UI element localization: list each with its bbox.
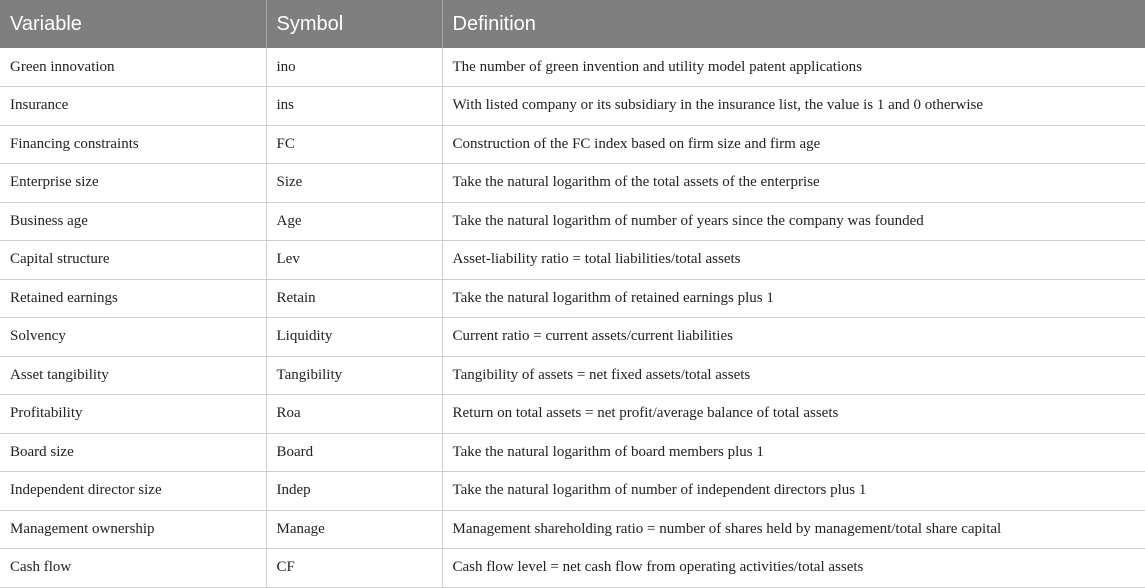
variable-cell: Independent director size: [0, 472, 266, 511]
symbol-cell: Size: [266, 164, 442, 203]
table-body: [0, 48, 1145, 587]
definition-cell: Current ratio = current assets/current liabilities: [442, 318, 1145, 357]
header-row: [0, 0, 1145, 48]
definition-cell: The number of green invention and utility model patent applications: [442, 48, 1145, 87]
definition-cell: Take the natural logarithm of number of independent directors plus 1: [442, 472, 1145, 511]
symbol-cell: Liquidity: [266, 318, 442, 357]
table-row: [0, 356, 1145, 395]
symbol-cell: CF: [266, 549, 442, 588]
table-row: [0, 48, 1145, 87]
table-row: [0, 241, 1145, 280]
table-row: [0, 395, 1145, 434]
variable-cell: Profitability: [0, 395, 266, 434]
table-row: [0, 125, 1145, 164]
variable-cell: Green innovation: [0, 48, 266, 87]
symbol-cell: Retain: [266, 279, 442, 318]
table-row: [0, 433, 1145, 472]
definition-cell: Construction of the FC index based on firm size and firm age: [442, 125, 1145, 164]
variable-cell: Cash flow: [0, 549, 266, 588]
definition-cell: Tangibility of assets = net fixed assets/total assets: [442, 356, 1145, 395]
definition-cell: Take the natural logarithm of the total assets of the enterprise: [442, 164, 1145, 203]
variable-cell: Financing constraints: [0, 125, 266, 164]
definition-cell: Asset-liability ratio = total liabilities/total assets: [442, 241, 1145, 280]
table-row: [0, 164, 1145, 203]
symbol-cell: ino: [266, 48, 442, 87]
variable-cell: Enterprise size: [0, 164, 266, 203]
variable-cell: Board size: [0, 433, 266, 472]
table-row: [0, 318, 1145, 357]
variable-cell: Solvency: [0, 318, 266, 357]
symbol-cell: ins: [266, 87, 442, 126]
variable-cell: Retained earnings: [0, 279, 266, 318]
symbol-cell: Lev: [266, 241, 442, 280]
definition-cell: Take the natural logarithm of number of years since the company was founded: [442, 202, 1145, 241]
definition-cell: Take the natural logarithm of board members plus 1: [442, 433, 1145, 472]
definition-cell: Take the natural logarithm of retained earnings plus 1: [442, 279, 1145, 318]
table-row: [0, 472, 1145, 511]
symbol-cell: Manage: [266, 510, 442, 549]
variable-cell: Business age: [0, 202, 266, 241]
table-row: [0, 87, 1145, 126]
symbol-cell: Board: [266, 433, 442, 472]
symbol-cell: Tangibility: [266, 356, 442, 395]
header-variable: Variable: [0, 0, 266, 48]
definition-cell: Return on total assets = net profit/average balance of total assets: [442, 395, 1145, 434]
header-definition: Definition: [442, 0, 1145, 48]
symbol-cell: Indep: [266, 472, 442, 511]
table-header: [0, 0, 1145, 48]
variable-cell: Management ownership: [0, 510, 266, 549]
table-row: [0, 202, 1145, 241]
variable-cell: Asset tangibility: [0, 356, 266, 395]
symbol-cell: Roa: [266, 395, 442, 434]
definition-cell: Management shareholding ratio = number of shares held by management/total share capital: [442, 510, 1145, 549]
definition-cell: Cash flow level = net cash flow from operating activities/total assets: [442, 549, 1145, 588]
table-row: [0, 279, 1145, 318]
definition-cell: With listed company or its subsidiary in the insurance list, the value is 1 and 0 otherwise: [442, 87, 1145, 126]
header-symbol: Symbol: [266, 0, 442, 48]
table-row: [0, 549, 1145, 588]
table-row: [0, 510, 1145, 549]
variable-cell: Insurance: [0, 87, 266, 126]
symbol-cell: Age: [266, 202, 442, 241]
symbol-cell: FC: [266, 125, 442, 164]
variable-cell: Capital structure: [0, 241, 266, 280]
